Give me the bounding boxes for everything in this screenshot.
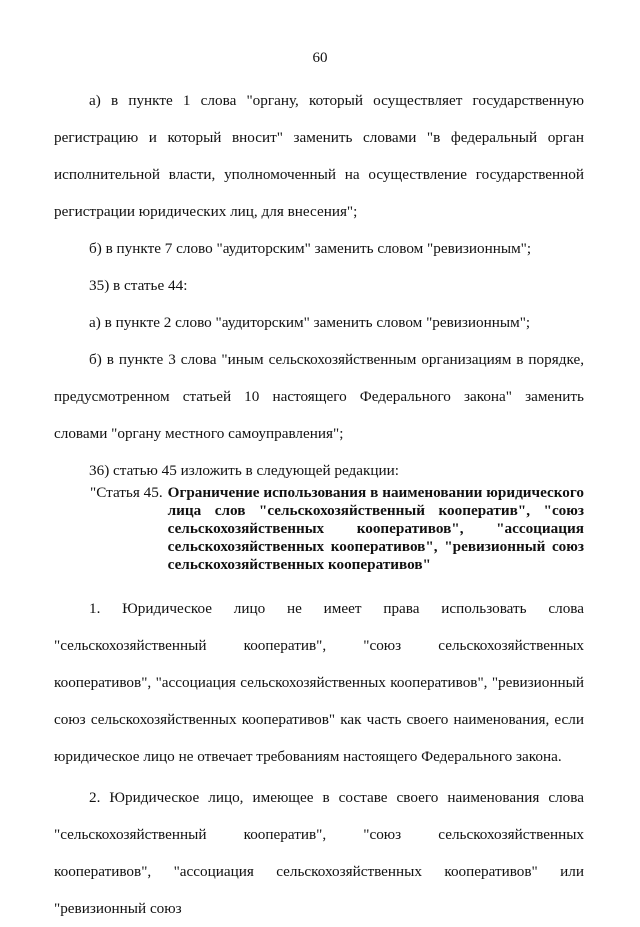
paragraph-item-a-1: а) в пункте 1 слова "органу, который осуществляет государственную регистрацию и который вносит" заменить словами "в федеральный орган исполнительной власти, уполномоченный на осуществление государственной регистрации юридических лиц, для внесения"; bbox=[54, 92, 584, 220]
paragraph-item-b-7: б) в пункте 7 слово "аудиторским" заменить словом "ревизионным"; bbox=[89, 240, 532, 257]
article-clause-2: 2. Юридическое лицо, имеющее в составе своего наименования слова "сельскохозяйственный кооператив", "союз сельскохозяйственных кооперативов", "ассоциация сельскохозяйственных кооперативов" или "ревизионный союз bbox=[54, 789, 584, 917]
article-body bbox=[54, 590, 584, 927]
paragraph-item-35: 35) в статье 44: bbox=[89, 277, 188, 294]
article-clause-1: 1. Юридическое лицо не имеет права использовать слова "сельскохозяйственный кооператив", "союз сельскохозяйственных кооперативов", "ассоциация сельскохозяйственных кооперативов", "ревизионный союз сельскохозяйственных кооперативов" как часть своего наименования, если юридическое лицо не отвечает требованиям настоящего Федерального закона. bbox=[54, 600, 584, 765]
article-title: Ограничение использования в наименовании юридического лица слов "сельскохозяйственный кооператив", "союз сельскохозяйственных кооперативов", "ассоциация сельскохозяйственных кооперативов", "ревизионный союз сельскохозяйственных кооперативов" bbox=[167, 484, 584, 573]
paragraph-item-a-2: а) в пункте 2 слово "аудиторским" заменить словом "ревизионным"; bbox=[89, 314, 531, 331]
article-heading bbox=[90, 484, 584, 574]
page-number: 60 bbox=[312, 50, 328, 66]
paragraph-item-b-3: б) в пункте 3 слова "иным сельскохозяйственным организациям в порядке, предусмотренном статьей 10 настоящего Федерального закона" заменить словами "органу местного самоуправления"; bbox=[54, 351, 584, 442]
amendments-block bbox=[54, 82, 584, 489]
paragraph-item-36: 36) статью 45 изложить в следующей редакции: bbox=[89, 462, 399, 479]
article-number: "Статья 45. bbox=[90, 484, 163, 501]
